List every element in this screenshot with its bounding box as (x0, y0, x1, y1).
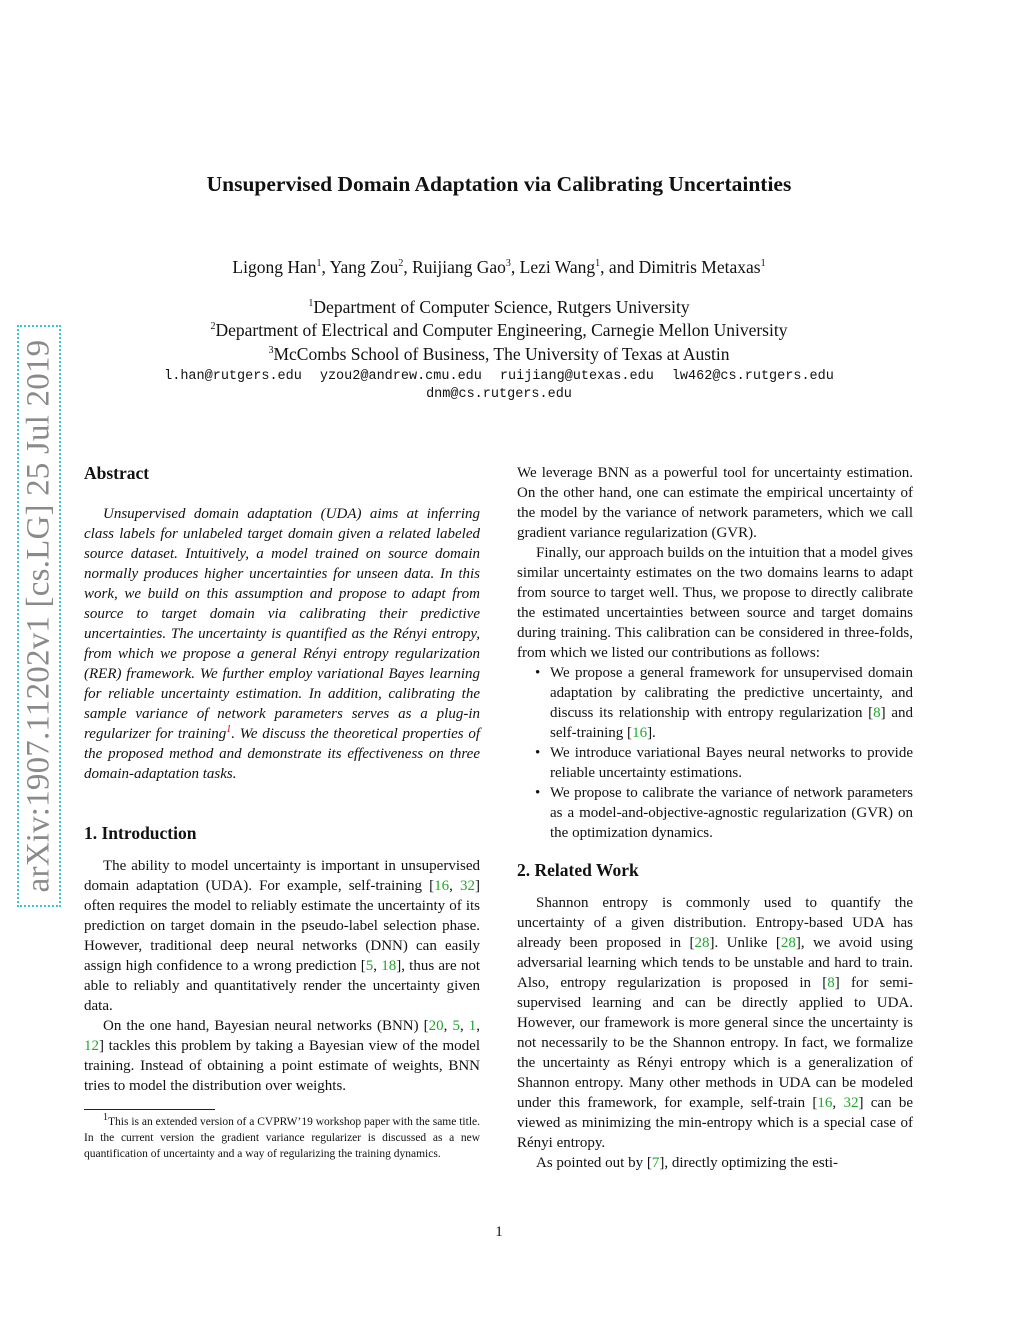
citation-link[interactable]: 1 (468, 1018, 477, 1034)
affiliation: $^2$Department of Electrical and Computer Engineering, Carnegie Mellon University (210, 320, 788, 340)
text-run: , (832, 1095, 844, 1111)
author-list: Ligong Han$^1$, Yang Zou$^2$, Ruijiang Gao$^3$, Lezi Wang$^1$, and Dimitris Metaxas$^1$ (232, 257, 766, 277)
text-run: ], directly optimizing the esti- (659, 1155, 839, 1171)
affiliation: $^3$McCombs School of Business, The University of Texas at Austin (268, 344, 730, 364)
author-mark: 1 (595, 258, 601, 270)
right-paragraph-1: We leverage BNN as a powerful tool for uncertainty estimation. On the other hand, one can estimate the empirical uncertainty of the model by the variance of network parameters, which we call gradient variance regularization (GVR). (517, 465, 913, 541)
citation-link[interactable]: 5 (452, 1018, 460, 1034)
right-paragraph-2: Finally, our approach builds on the intuition that a model gives similar uncertainty estimates on the two domains learns to adapt from source to target well. Thus, we propose to directly calibrate the estimated uncertainties between source and target domains during training. This calibration can be considered in three-folds, from which we listed our contributions as follows: (517, 545, 913, 661)
section-heading: 1. Introduction (84, 823, 197, 843)
author-name: Lezi Wang (519, 257, 596, 277)
citation-link[interactable]: 8 (827, 975, 835, 991)
text-run: On the one hand, Bayesian neural networks (BNN) [ (103, 1018, 429, 1034)
paper-title: Unsupervised Domain Adaptation via Calibrating Uncertainties (206, 172, 792, 196)
citation-link[interactable]: 7 (651, 1155, 660, 1171)
email: dnm@cs.rutgers.edu (426, 387, 572, 402)
text-run: ], thus are not able to reliably and quantitatively render the uncertainty given data. (84, 958, 481, 1014)
text-run: We introduce variational Bayes neural networks to provide reliable uncertainty estimations. (550, 745, 913, 781)
related-paragraph-2 (517, 1153, 913, 1173)
text-run: We propose a general framework for unsupervised domain adaptation by calibrating the predictive uncertainty, and discuss its relationship with entropy regularization [ (550, 665, 913, 721)
text-run: , (443, 1018, 453, 1034)
section-heading: 2. Related Work (517, 860, 639, 880)
citation-link[interactable]: 16 (632, 725, 648, 741)
text-run: We propose to calibrate the variance of network parameters as a model-and-objective-agnostic regularization (GVR) on the optimization dynamics. (550, 785, 913, 841)
email: lw462@cs.rutgers.edu (671, 369, 834, 384)
page-number: 1 (495, 1224, 503, 1240)
author-name: Yang Zou (329, 257, 399, 277)
text-run: ] and self-training [ (550, 705, 914, 741)
contribution-item (517, 743, 913, 783)
text-run: As pointed out by [ (536, 1155, 652, 1171)
text-run: ] can be viewed as minimizing the min-entropy which is a special case of Rényi entropy. (517, 1095, 914, 1151)
text-run: ]. Unlike [ (709, 935, 781, 951)
citation-link[interactable]: 16 (434, 878, 450, 894)
text-run: , (459, 1018, 469, 1034)
text-run: , (373, 958, 382, 974)
contribution-list (517, 663, 913, 843)
author-name: Ligong Han (232, 257, 317, 277)
citation-link[interactable]: 32 (843, 1095, 859, 1111)
footnote-divider (84, 1109, 215, 1110)
text-run: ] often requires the model to reliably estimate the uncertainty of its prediction on target domain in the pseudo-label selection phase. However, traditional deep neural networks (DNN) can easily assign high confidence to a wrong prediction [ (84, 878, 481, 974)
citation-link[interactable]: 18 (381, 958, 397, 974)
text-run: Shannon entropy is commonly used to quantify the uncertainty of a given distribution. Entropy-based UDA has already been proposed in [ (517, 895, 913, 951)
text-run: ] tackles this problem by taking a Bayesian view of the model training. Instead of obtaining a point estimate of weights, BNN tries to model the distribution over weights. (84, 1038, 480, 1094)
email: l.han@rutgers.edu (164, 369, 302, 384)
email-list (0, 369, 998, 384)
arxiv-stamp: arXiv:1907.11202v1 [cs.LG] 25 Jul 2019 (20, 339, 57, 893)
citation-link[interactable]: 28 (780, 935, 796, 951)
right-column (517, 463, 913, 1173)
footnote: $^1$This is an extended version of a CVPRW’19 workshop paper with the same title. In the current version the gradient variance regularizer is discussed as a new quantification of uncertainty and a way of regularizing the training dynamics. (84, 1112, 480, 1160)
intro-paragraph-1 (84, 856, 480, 1016)
author-mark: 1 (760, 258, 766, 270)
text-run: , (476, 1018, 480, 1034)
email: ruijiang@utexas.edu (499, 369, 654, 384)
text-run: ], we avoid using adversarial learning which tends to be unstable and hard to train. Also, entropy regularization is proposed in [ (517, 935, 913, 991)
author-mark: 1 (316, 258, 322, 270)
citation-link[interactable]: 5 (365, 958, 374, 974)
citation-link[interactable]: 28 (694, 935, 710, 951)
author-mark: 3 (505, 258, 511, 270)
citation-link[interactable]: 12 (84, 1038, 99, 1054)
abstract-text: Unsupervised domain adaptation (UDA) aims at inferring class labels for unlabeled target domain given a related labeled source dataset. Intuitively, a model trained on source domain normally produces higher uncertainties for unseen data. In this work, we build on this assumption and propose to adapt from source to target domain via calibrating their predictive uncertainties. The uncertainty is quantified as the Rényi entropy, from which we propose a general Rényi entropy regularization (RER) framework. We further employ variational Bayes learning for reliable uncertainty estimation. In addition, calibrating the sample variance of network parameters serves as a plug-in regularizer for training$^1$. We discuss the theoretical properties of the proposed method and demonstrate its effectiveness on three domain-adaptation tasks. (84, 506, 480, 782)
left-column (84, 463, 480, 1162)
text-run: , (449, 878, 461, 894)
citation-link[interactable]: 16 (817, 1095, 833, 1111)
citation-link[interactable]: 32 (460, 878, 476, 894)
author-mark: 2 (398, 258, 404, 270)
text-run: ] for semi-supervised learning and can be directly applied to UDA. However, our framework is more general since the uncertainty is not necessarily to be the Shannon entropy. In fact, we formalize the uncertainty as Rényi entropy which is a generalization of Shannon entropy. Many other methods in UDA can be modeled under this framework, for example, self-train [ (517, 975, 914, 1111)
related-paragraph-1 (517, 893, 913, 1153)
email: yzou2@andrew.cmu.edu (319, 369, 482, 384)
intro-paragraph-2 (84, 1016, 480, 1096)
abstract-heading: Abstract (84, 463, 150, 483)
citation-link[interactable]: 20 (428, 1018, 444, 1034)
affiliation: $^1$Department of Computer Science, Rutgers University (308, 297, 690, 317)
author-name: Ruijiang Gao (412, 257, 506, 277)
footnote-ref[interactable]: 1 (226, 724, 232, 735)
text-run: The ability to model uncertainty is important in unsupervised domain adaptation (UDA). For example, self-training [ (84, 858, 480, 894)
author-name: Dimitris Metaxas (638, 257, 761, 277)
citation-link[interactable]: 8 (873, 705, 881, 721)
contribution-item (517, 663, 913, 743)
contribution-item (517, 783, 913, 843)
text-run: ]. (647, 725, 656, 741)
